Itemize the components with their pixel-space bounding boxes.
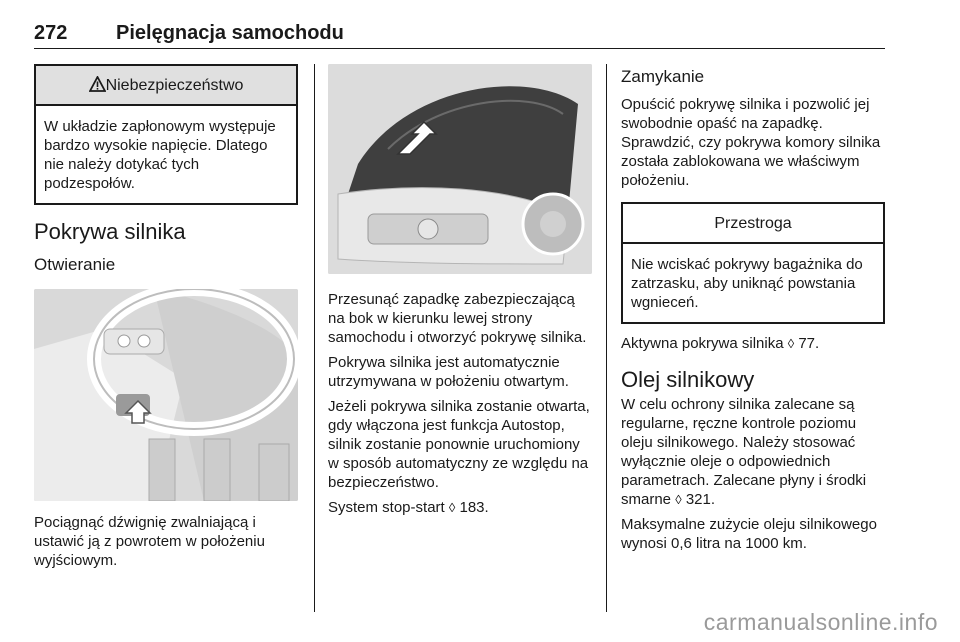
- page-header: [34, 20, 885, 49]
- engine-oil-ref-page: 321.: [685, 491, 716, 508]
- column-divider-left: [314, 64, 315, 612]
- page-number: 272: [34, 22, 68, 44]
- left-column: [34, 64, 298, 576]
- hood-release-lever-illustration: [34, 289, 298, 501]
- autostop-text: Jeżeli pokrywa silnika zostanie otwarta, gdy włączona jest funkcja Autostop, silnik zostanie ponownie uruchomiony w sposób automatyczny ze względu na bezpieczeństwo.: [328, 398, 590, 491]
- latch-instruction: Przesunąć zapadkę zabezpieczającą na bok w kierunku lewej strony samochodu i otworzyć pokrywę silnika.: [328, 291, 587, 346]
- middle-column: [328, 64, 592, 523]
- caution-box-text: Nie wciskać pokrywy bagażnika do zatrzasku, aby uniknąć powstania wgnieceń.: [631, 256, 863, 311]
- danger-box-title: Niebezpieczeństwo: [105, 77, 244, 94]
- reference-arrow-icon: ◊: [675, 492, 682, 507]
- stop-start-reference: [328, 498, 592, 517]
- engine-oil-heading: Olej silnikowy: [621, 367, 755, 392]
- danger-box: [34, 64, 298, 205]
- danger-box-header: [36, 66, 296, 106]
- column-divider-right: [606, 64, 607, 612]
- hood-auto-hold-text: Pokrywa silnika jest automatycznie utrzymywana w położeniu otwartym.: [328, 354, 569, 390]
- right-column: [621, 64, 885, 559]
- reference-arrow-icon: ◊: [448, 500, 456, 515]
- oil-consumption-text: Maksymalne zużycie oleju silnikowego wynosi 0,6 litra na 1000 km.: [621, 516, 877, 552]
- reference-arrow-icon: ◊: [787, 336, 795, 351]
- stop-start-ref-text: System stop-start: [328, 499, 445, 516]
- car-hood-illustration: [328, 64, 592, 274]
- danger-box-text: W układzie zapłonowym występuje bardzo wysokie napięcie. Dlatego nie należy dotykać tych podzespołów.: [44, 118, 276, 192]
- caution-box-title: Przestroga: [623, 204, 883, 244]
- lever-caption: Pociągnąć dźwignię zwalniającą i ustawić ją z powrotem w położeniu wyjściowym.: [34, 514, 265, 569]
- opening-subheading: Otwieranie: [34, 255, 116, 274]
- section-title: Pielęgnacja samochodu: [116, 22, 344, 44]
- closing-text: Opuścić pokrywę silnika i pozwolić jej swobodnie opaść na zapadkę. Sprawdzić, czy pokrywa komory silnika została zablokowana we właściwym położeniu.: [621, 96, 881, 189]
- warning-triangle-icon: [89, 76, 106, 92]
- engine-oil-text: [621, 395, 885, 509]
- hood-heading: Pokrywa silnika: [34, 219, 186, 244]
- active-hood-ref-page: 77.: [798, 335, 820, 352]
- engine-oil-body: W celu ochrony silnika zalecane są regularne, ręczne kontrole poziomu oleju silnikowego. Należy stosować wyłącznie oleje o odpowiednich parametrach. Zalecane płyny i środki smarne: [621, 396, 867, 508]
- watermark: carmanualsonline.info: [703, 609, 938, 635]
- active-hood-reference: [621, 334, 885, 353]
- active-hood-ref-text: Aktywna pokrywa silnika: [621, 335, 784, 352]
- stop-start-ref-page: 183.: [459, 499, 489, 516]
- caution-box: [621, 202, 885, 324]
- closing-heading: Zamykanie: [621, 67, 705, 86]
